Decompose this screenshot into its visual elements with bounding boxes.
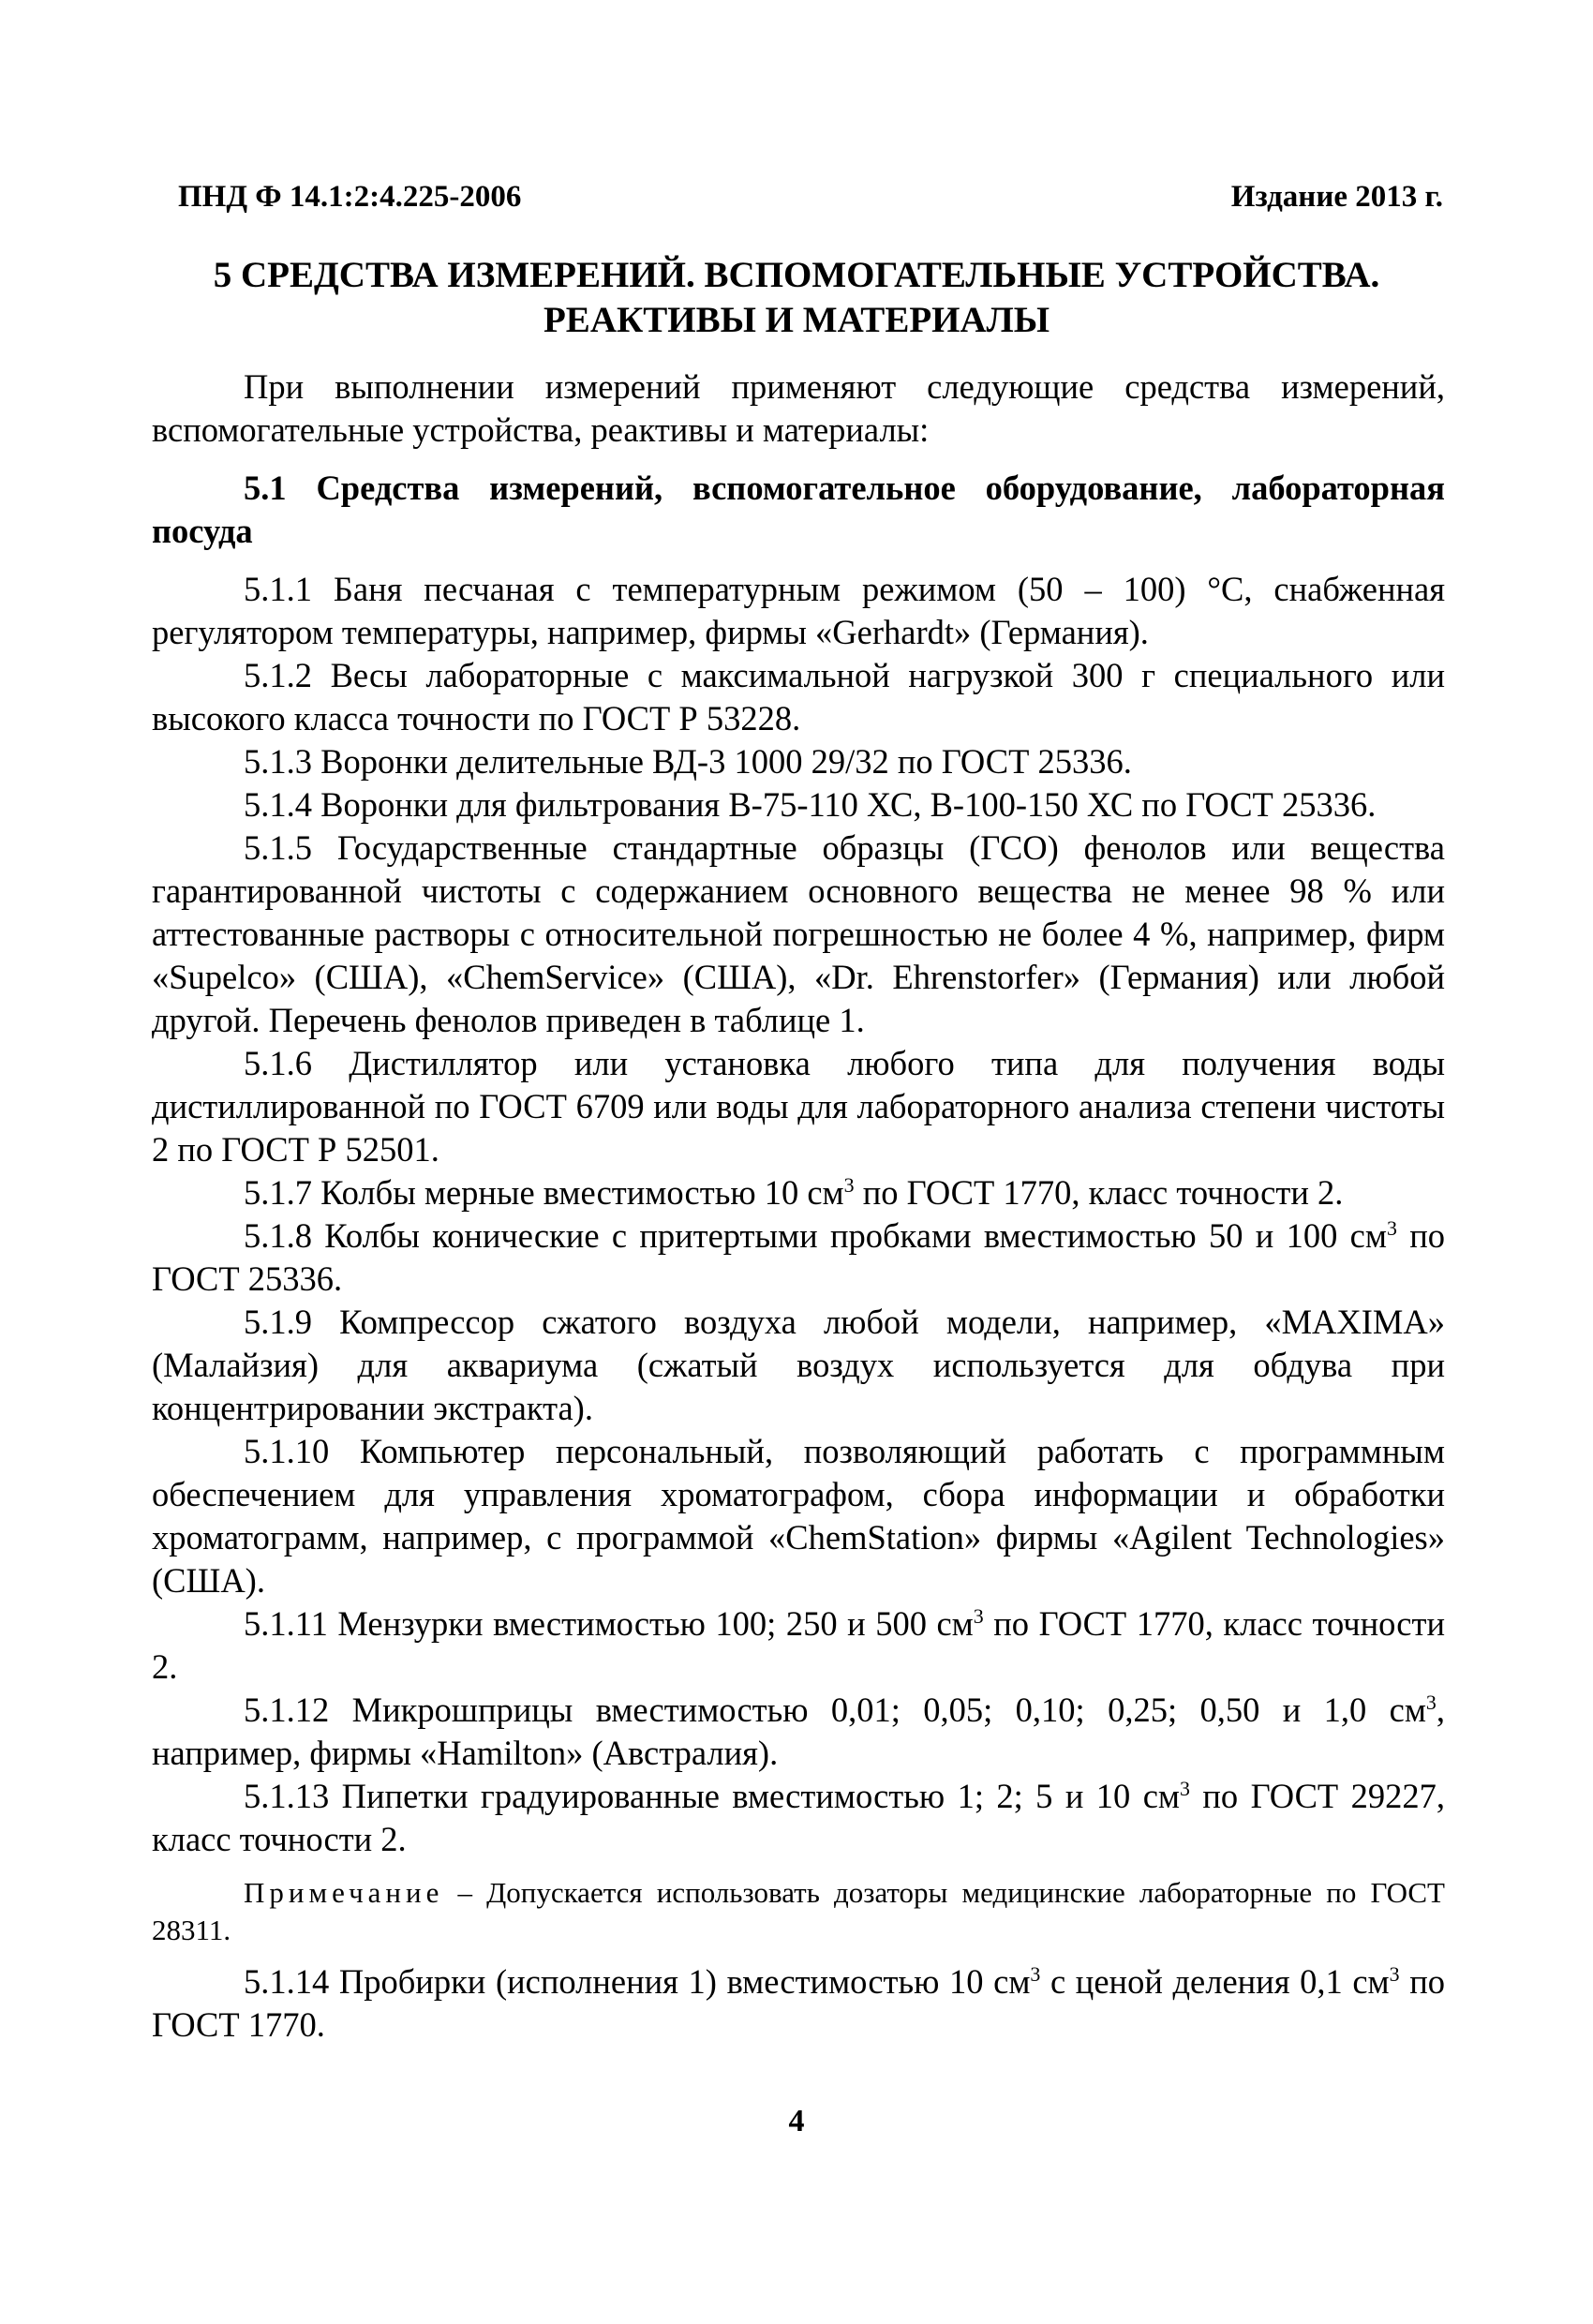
intro-paragraph: При выполнении измерений применяют следующие средства измерений, вспомогательные устройства, реактивы и материалы: xyxy=(152,367,1445,449)
item-5-1-8 xyxy=(152,1214,1445,1301)
item-text: 5.1.7 Колбы мерные вместимостью 10 см xyxy=(244,1173,844,1212)
item-text: с ценой деления 0,1 см xyxy=(1040,1962,1390,2001)
item-5-1-5: 5.1.5 Государственные стандартные образцы (ГСО) фенолов или вещества гарантированной чистоты с содержанием основного вещества не менее 98 % или аттестованные растворы с относительной погрешностью не более 4 %, например, фирм «Supelco» (США), «ChemService» (США), «Dr. Ehrenstorfer» (Германия) или любой другой. Перечень фенолов приведен в таблице 1. xyxy=(152,828,1445,1039)
item-text: по ГОСТ 25336. xyxy=(152,1216,1445,1298)
superscript: 3 xyxy=(1180,1776,1190,1800)
subsection-heading: 5.1 Средства измерений, вспомогательное оборудование, лабораторная посуда xyxy=(152,469,1445,550)
section-title-line-2: РЕАКТИВЫ И МАТЕРИАЛЫ xyxy=(543,300,1050,340)
item-5-1-9: 5.1.9 Компрессор сжатого воздуха любой модели, например, «MAXIMA» (Малайзия) для аквариума (сжатый воздух используется для обдува при концентрировании экстракта). xyxy=(152,1303,1445,1427)
superscript: 3 xyxy=(1386,1215,1397,1240)
superscript: 3 xyxy=(843,1172,855,1197)
item-5-1-3: 5.1.3 Воронки делительные ВД-3 1000 29/32 по ГОСТ 25336. xyxy=(244,742,1132,781)
item-5-1-11 xyxy=(152,1602,1445,1689)
superscript: 3 xyxy=(973,1603,984,1628)
superscript: 3 xyxy=(1030,1961,1041,1986)
page-header xyxy=(178,178,1443,216)
item-text: , например, фирмы «Hamilton» (Австралия). xyxy=(152,1691,1445,1772)
item-5-1-7 xyxy=(152,1171,1445,1214)
item-5-1-12 xyxy=(152,1689,1445,1775)
section-title xyxy=(141,253,1452,343)
superscript: 3 xyxy=(1389,1961,1400,1986)
item-5-1-6: 5.1.6 Дистиллятор или установка любого типа для получения воды дистиллированной по ГОСТ 6709 или воды для лабораторного анализа степени чистоты 2 по ГОСТ Р 52501. xyxy=(152,1044,1445,1169)
page-number: 4 xyxy=(788,2104,805,2138)
note-text: – Допускается использовать дозаторы медицинские лабораторные по ГОСТ 28311. xyxy=(152,1876,1445,1946)
item-text: 5.1.8 Колбы конические с притертыми пробками вместимостью 50 и 100 см xyxy=(244,1216,1387,1255)
edition-label: Издание 2013 г. xyxy=(1230,180,1443,214)
note-paragraph xyxy=(152,1874,1445,1949)
item-text: по ГОСТ 29227, класс точности 2. xyxy=(152,1777,1445,1858)
item-5-1-10: 5.1.10 Компьютер персональный, позволяющий работать с программным обеспечением для управления хроматографом, сбора информации и обработки хроматограмм, например, с программой «ChemStation» фирмы «Agilent Technologies» (США). xyxy=(152,1432,1445,1600)
item-5-1-4: 5.1.4 Воронки для фильтрования В-75-110 ХС, В-100-150 ХС по ГОСТ 25336. xyxy=(244,785,1377,824)
item-text: по ГОСТ 1770, класс точности 2. xyxy=(152,1604,1445,1686)
item-text: 5.1.14 Пробирки (исполнения 1) вместимостью 10 см xyxy=(244,1962,1031,2001)
superscript: 3 xyxy=(1425,1690,1437,1714)
item-5-1-2: 5.1.2 Весы лабораторные с максимальной нагрузкой 300 г специального или высокого класса точности по ГОСТ Р 53228. xyxy=(152,656,1445,737)
note-label: Примечание xyxy=(244,1876,444,1909)
document-body xyxy=(152,365,1445,2047)
section-title-line-1: 5 СРЕДСТВА ИЗМЕРЕНИЙ. ВСПОМОГАТЕЛЬНЫЕ УСТРОЙСТВА. xyxy=(213,255,1380,295)
item-text: 5.1.13 Пипетки градуированные вместимостью 1; 2; 5 и 10 см xyxy=(244,1777,1181,1815)
item-5-1-1: 5.1.1 Баня песчаная с температурным режимом (50 – 100) °С, снабженная регулятором температуры, например, фирмы «Gerhardt» (Германия). xyxy=(152,570,1445,651)
item-5-1-14 xyxy=(152,1960,1445,2047)
item-text: по ГОСТ 1770. xyxy=(152,1962,1446,2044)
item-5-1-13 xyxy=(152,1775,1445,1861)
item-text: 5.1.12 Микрошприцы вместимостью 0,01; 0,05; 0,10; 0,25; 0,50 и 1,0 см xyxy=(244,1691,1426,1729)
item-text: по ГОСТ 1770, класс точности 2. xyxy=(854,1173,1344,1212)
document-code: ПНД Ф 14.1:2:4.225-2006 xyxy=(178,180,522,214)
item-text: 5.1.11 Мензурки вместимостью 100; 250 и 500 см xyxy=(244,1604,974,1643)
